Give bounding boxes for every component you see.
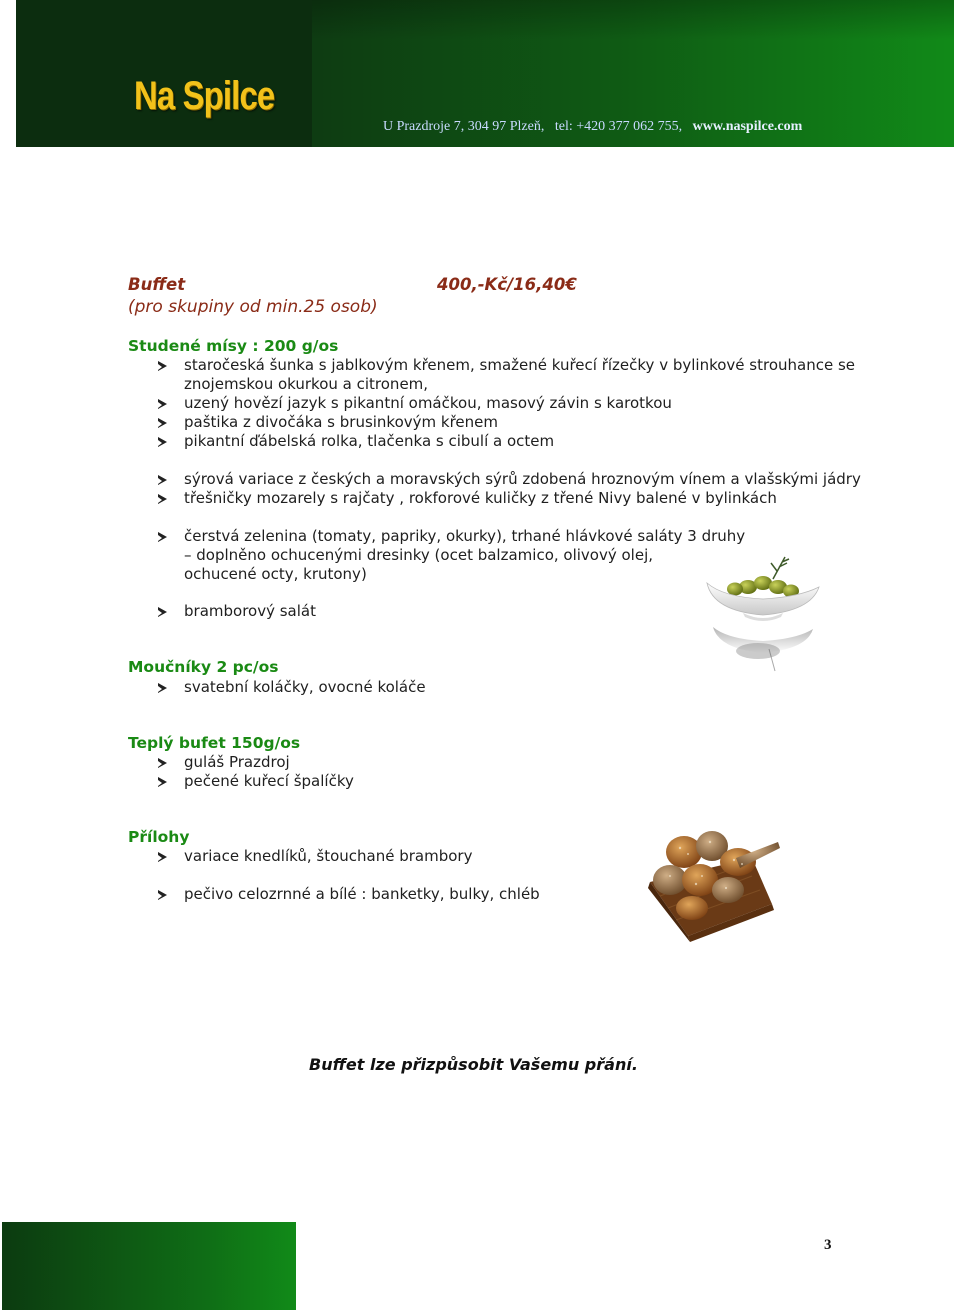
section-heading-desserts: Moučníky 2 pc/os <box>128 658 279 676</box>
bread-basket-image <box>640 818 782 944</box>
buffet-note: Buffet lze přizpůsobit Vašemu přání. <box>309 1055 638 1074</box>
bullet-icon <box>158 418 167 429</box>
logo-panel <box>16 0 312 147</box>
bullet-icon <box>158 607 167 618</box>
restaurant-logo: Na Spilce <box>134 74 275 118</box>
website-link[interactable]: www.naspilce.com <box>692 119 803 134</box>
buffet-price: 400,-Kč/16,40€ <box>437 275 577 294</box>
bullet-icon <box>158 475 167 486</box>
page-number: 3 <box>824 1237 832 1253</box>
section-heading-cold: Studené mísy : 200 g/os <box>128 337 339 355</box>
bullet-icon <box>158 494 167 505</box>
bullet-icon <box>158 532 167 543</box>
buffet-subtitle: (pro skupiny od min.25 osob) <box>128 297 378 317</box>
list-item: třešničky mozarely s rajčaty , rokforové kuličky z třené Nivy balené v bylinkách <box>184 489 777 507</box>
list-item: sýrová variace z českých a moravských sýrů zdobená hroznovým vínem a vlašskými jádry <box>184 470 861 488</box>
section-heading-warm: Teplý bufet 150g/os <box>128 734 301 752</box>
bullet-icon <box>158 852 167 863</box>
list-item: pečené kuřecí špalíčky <box>184 772 354 790</box>
list-item: guláš Prazdroj <box>184 753 290 771</box>
list-item-continuation: ochucené octy, krutony) <box>184 565 367 583</box>
list-item: pikantní ďábelská rolka, tlačenka s cibulí a octem <box>184 432 555 450</box>
header-banner <box>16 0 954 147</box>
list-item-continuation: znojemskou okurkou a citronem, <box>184 375 429 393</box>
section-heading-sides: Přílohy <box>128 828 190 846</box>
list-item: uzený hovězí jazyk s pikantní omáčkou, masový závin s karotkou <box>184 394 672 412</box>
buffet-title: Buffet <box>128 275 186 294</box>
list-item: čerstvá zelenina (tomaty, papriky, okurky), trhané hlávkové saláty 3 druhy <box>184 527 746 545</box>
bullet-icon <box>158 890 167 901</box>
list-item-continuation: – doplněno ochucenými dresinky (ocet balzamico, olivový olej, <box>184 546 653 564</box>
contact-address: U Prazdroje 7, 304 97 Plzeň, tel: +420 377 062 755, <box>383 119 693 134</box>
bullet-icon <box>158 683 167 694</box>
bullet-icon <box>158 399 167 410</box>
olives-bowl-image <box>703 553 823 675</box>
bullet-icon <box>158 361 167 372</box>
list-item: bramborový salát <box>184 602 316 620</box>
footer-banner <box>2 1222 296 1310</box>
list-item: staročeská šunka s jablkovým křenem, smažené kuřecí řízečky v bylinkové strouhance se <box>184 356 856 374</box>
bullet-icon <box>158 777 167 788</box>
list-item: variace knedlíků, štouchané brambory <box>184 847 473 865</box>
list-item: paštika z divočáka s brusinkovým křenem <box>184 413 498 431</box>
bullet-icon <box>158 758 167 769</box>
bullet-icon <box>158 437 167 448</box>
contact-line <box>383 119 802 135</box>
list-item: svatební koláčky, ovocné koláče <box>184 678 426 696</box>
list-item: pečivo celozrnné a bílé : banketky, bulky, chléb <box>184 885 540 903</box>
